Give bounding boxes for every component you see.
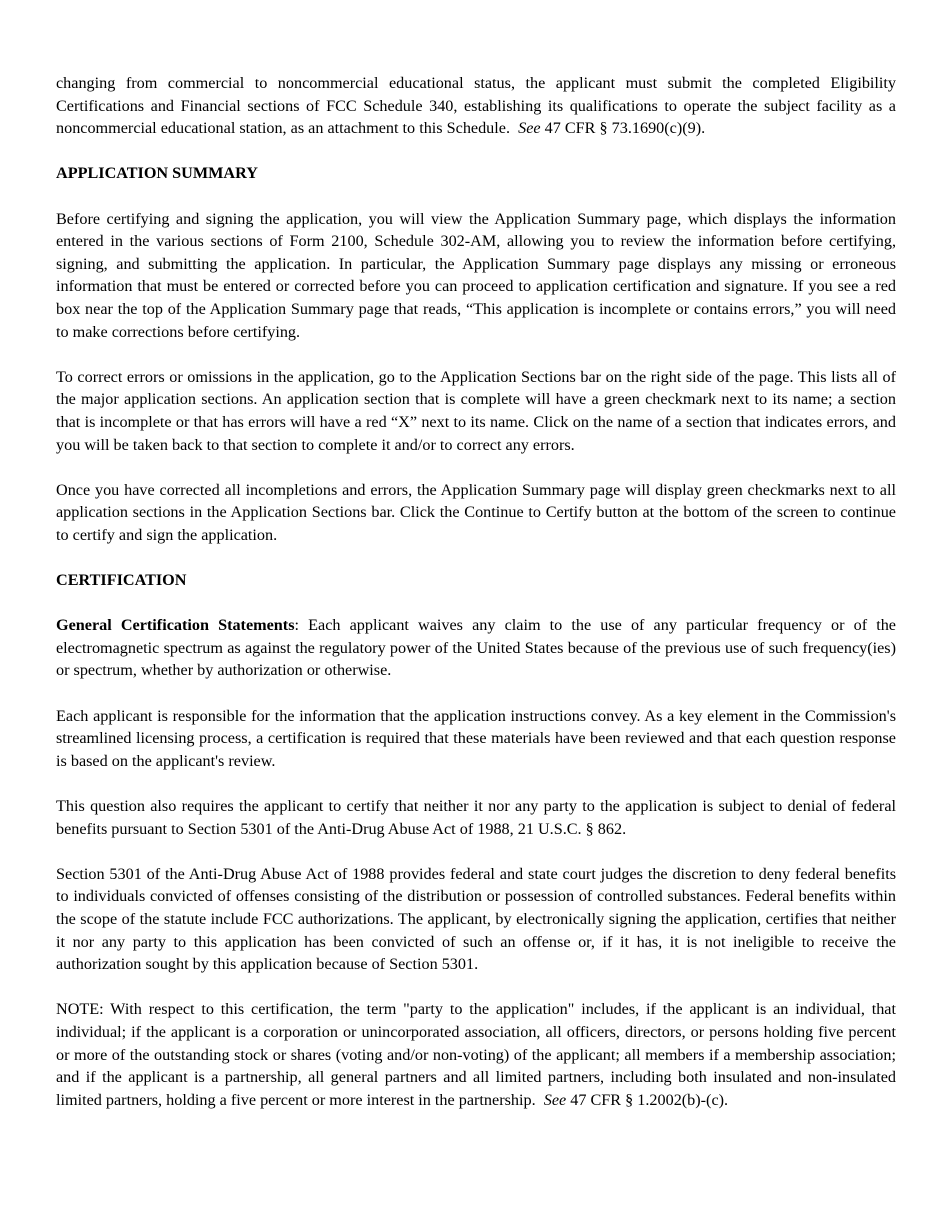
general-certification-text: : Each applicant waives any claim to the use of any particular frequency or of the electromagnetic spectrum as against the regulatory power of the United States because of the previous use of such frequency(ies) or spectrum, whether by authorization or otherwise.	[56, 616, 896, 680]
note-text: NOTE: With respect to this certification, the term "party to the application" includes, if the applicant is an individual, that individual; if the applicant is a corporation or unincorporated association, all officers, directors, or persons holding five percent or more of the outstanding stock or shares (voting and/or non-voting) of the applicant; all members if a membership association; and if the applicant is a partnership, all general partners and all limited partners, including both insulated and non-insulated limited partners, holding a five percent or more interest in the partnership.	[56, 1000, 896, 1109]
summary-paragraph-3: Once you have corrected all incompletions and errors, the Application Summary page will display green checkmarks next to all application sections in the Application Sections bar. Click the Continue to Certify button at the bottom of the screen to continue to certify and sign the application.	[56, 480, 896, 544]
certification-paragraph-2: This question also requires the applicant to certify that neither it nor any party to the application is subject to denial of federal benefits pursuant to Section 5301 of the Anti-Drug Abuse Act of 1988, 21 U.S.C. § 862.	[56, 797, 896, 838]
summary-paragraph-2: To correct errors or omissions in the application, go to the Application Sections bar on the right side of the page. This lists all of the major application sections. An application section that is complete will have a green checkmark next to its name; a section that is incomplete or that has errors will have a red “X” next to its name. Click on the name of a section that indicates errors, and you will be taken back to that section to complete it and/or to correct any errors.	[56, 367, 896, 454]
certification-paragraph-3: Section 5301 of the Anti-Drug Abuse Act of 1988 provides federal and state court judges the discretion to deny federal benefits to individuals convicted of offenses consisting of the distribution or possession of controlled substances. Federal benefits within the scope of the statute include FCC authorizations. The applicant, by electronically signing the application, certifies that neither it nor any party to this application has been convicted of such an offense or, if it has, it is not ineligible to receive the authorization sought by this application because of Section 5301.	[56, 864, 896, 974]
document-page	[56, 72, 896, 1134]
intro-citation: 47 CFR § 73.1690(c)(9).	[544, 119, 706, 138]
certification-paragraph-1: Each applicant is responsible for the information that the application instructions convey. As a key element in the Commission's streamlined licensing process, a certification is required that these materials have been reviewed and that each question response is based on the applicant's review.	[56, 706, 896, 770]
certification-heading: CERTIFICATION	[56, 571, 187, 590]
summary-paragraph-1: Before certifying and signing the application, you will view the Application Summary page, which displays the information entered in the various sections of Form 2100, Schedule 302-AM, allowing you to review the information before certifying, signing, and submitting the application. In particular, the Application Summary page displays any missing or erroneous information that must be entered or corrected before you can proceed to application certification and signature. If you see a red box near the top of the Application Summary page that reads, “This application is incomplete or contains errors,” you will need to make corrections before certifying.	[56, 209, 896, 341]
intro-paragraph	[56, 72, 896, 140]
note-see: See	[543, 1090, 567, 1109]
general-certification-label: General Certification Statements	[56, 616, 295, 635]
intro-text: changing from commercial to noncommercial educational status, the applicant must submit the completed Eligibility Certifications and Financial sections of FCC Schedule 340, establishing its qualifications to operate the subject facility as a noncommercial educational station, as an attachment to this Schedule.	[56, 74, 896, 138]
general-certification-paragraph	[56, 614, 896, 682]
note-citation: 47 CFR § 1.2002(b)-(c).	[570, 1090, 729, 1109]
intro-see: See	[518, 119, 541, 138]
application-summary-heading: APPLICATION SUMMARY	[56, 164, 258, 183]
note-paragraph	[56, 998, 896, 1111]
